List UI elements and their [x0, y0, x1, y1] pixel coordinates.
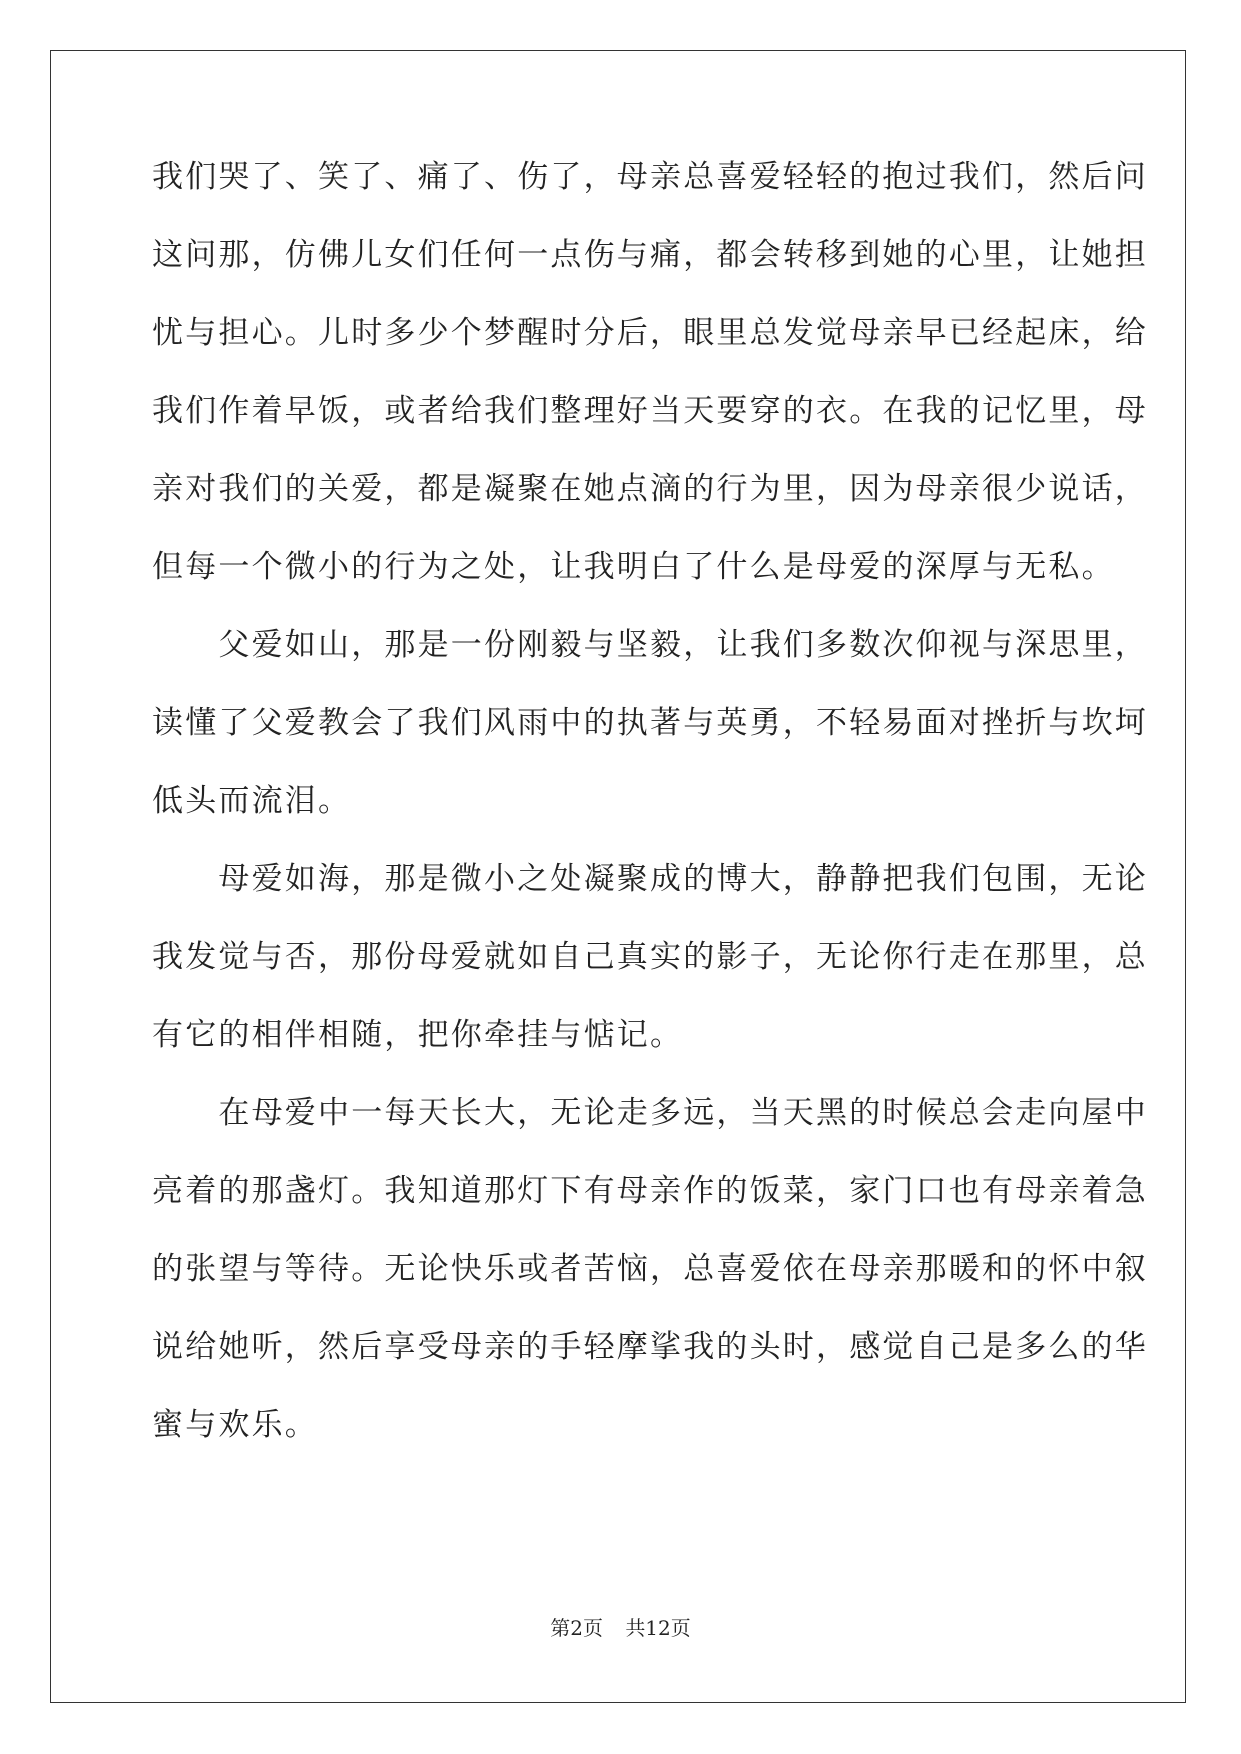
page-footer	[0, 1612, 1241, 1641]
text-line: 说给她听，然后享受母亲的手轻摩挲我的头时，感觉自己是多么的华	[152, 1329, 1148, 1365]
text-line: 的张望与等待。无论快乐或者苦恼，总喜爱依在母亲那暖和的怀中叙	[152, 1251, 1148, 1287]
text-line: 读懂了父爱教会了我们风雨中的执著与英勇，不轻易面对挫折与坎坷	[152, 705, 1148, 741]
text-line: 亮着的那盏灯。我知道那灯下有母亲作的饭菜，家门口也有母亲着急	[152, 1173, 1148, 1209]
page-number: 第2页	[550, 1616, 603, 1640]
text-line: 但每一个微小的行为之处，让我明白了什么是母爱的深厚与无私。	[152, 549, 1115, 585]
text-line: 我们作着早饭，或者给我们整理好当天要穿的衣。在我的记忆里，母	[152, 393, 1148, 429]
page-total: 共12页	[625, 1616, 691, 1640]
text-line: 父爱如山，那是一份刚毅与坚毅，让我们多数次仰视与深思里，	[152, 627, 1148, 663]
text-line: 我们哭了、笑了、痛了、伤了，母亲总喜爱轻轻的抱过我们，然后问	[152, 159, 1148, 195]
text-line: 我发觉与否，那份母爱就如自己真实的影子，无论你行走在那里，总	[152, 939, 1148, 975]
text-line: 忧与担心。儿时多少个梦醒时分后，眼里总发觉母亲早已经起床，给	[152, 315, 1148, 351]
text-line: 这问那，仿佛儿女们任何一点伤与痛，都会转移到她的心里，让她担	[152, 237, 1148, 273]
text-line: 亲对我们的关爱，都是凝聚在她点滴的行为里，因为母亲很少说话，	[152, 471, 1148, 507]
text-line: 蜜与欢乐。	[152, 1407, 318, 1443]
text-line: 母爱如海，那是微小之处凝聚成的博大，静静把我们包围，无论	[152, 861, 1148, 897]
text-line: 有它的相伴相随，把你牵挂与惦记。	[152, 1017, 684, 1053]
text-line: 在母爱中一每天长大，无论走多远，当天黑的时候总会走向屋中	[152, 1095, 1148, 1131]
document-body	[152, 158, 1148, 1484]
text-line: 低头而流泪。	[152, 783, 352, 819]
